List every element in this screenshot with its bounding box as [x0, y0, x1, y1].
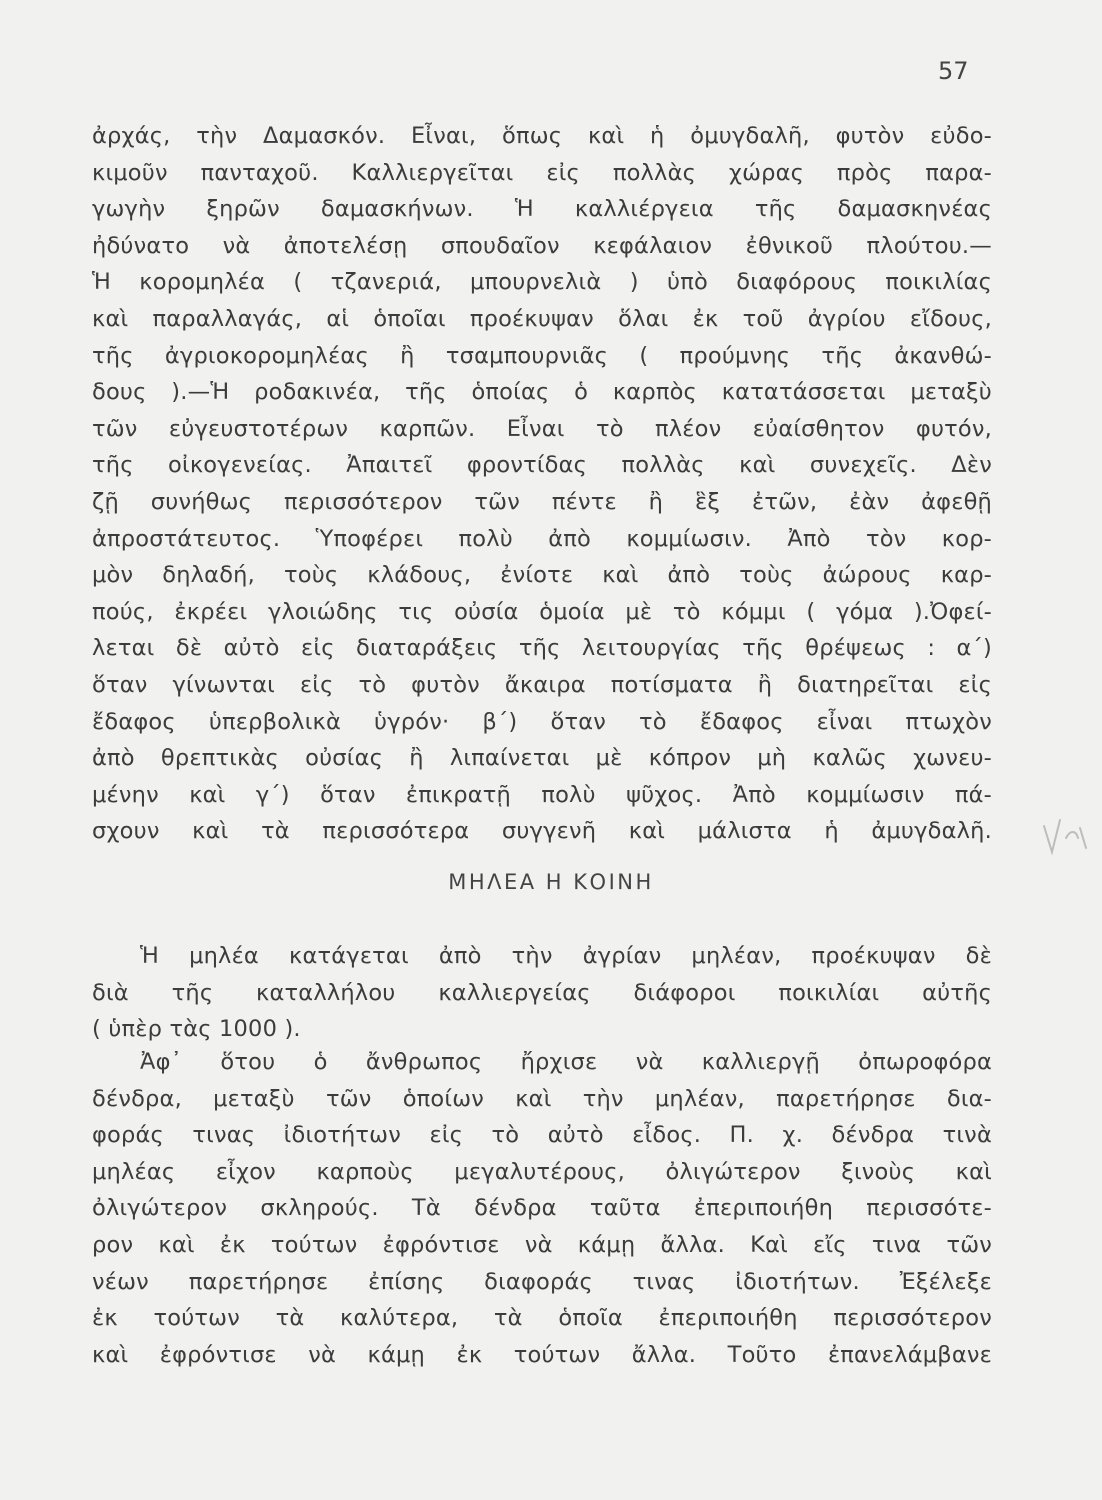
text-line: νέων παρετήρησε ἐπίσης διαφοράς τινας ἰδιοτήτων. Ἐξέλεξε [92, 1268, 992, 1295]
paragraph-1 [92, 118, 992, 850]
text-line: ρον καὶ ἐκ τούτων ἐφρόντισε νὰ κάμῃ ἄλλα. Καὶ εἴς τινα τῶν [92, 1231, 992, 1258]
text-line: μένην καὶ γ΄) ὅταν ἐπικρατῇ πολὺ ψῦχος. Ἀπὸ κομμίωσιν πά- [92, 781, 992, 808]
text-line: καὶ ἐφρόντισε νὰ κάμῃ ἐκ τούτων ἄλλα. Τοῦτο ἐπανελάμβανε [92, 1341, 992, 1368]
margin-pencil-mark [1040, 808, 1102, 868]
text-line: Ἡ κορομηλέα ( τζανεριά, μπουρνελιὰ ) ὑπὸ διαφόρους ποικιλίας [92, 269, 992, 296]
section-heading: ΜΗΛΕΑ Η ΚΟΙΝΗ [448, 870, 654, 894]
text-line: τῆς ἀγριοκορομηλέας ἢ τσαμπουρνιᾶς ( προύμνης τῆς ἀκανθώ- [92, 342, 992, 369]
text-line: τῶν εὐγευστοτέρων καρπῶν. Εἶναι τὸ πλέον εὐαίσθητον φυτόν, [92, 415, 992, 442]
text-line: μηλέας εἶχον καρποὺς μεγαλυτέρους, ὀλιγώτερον ξινοὺς καὶ [92, 1158, 992, 1185]
text-line: καὶ παραλλαγάς, αἱ ὁποῖαι προέκυψαν ὅλαι ἐκ τοῦ ἀγρίου εἴδους, [92, 305, 992, 332]
text-line: ( ὑπὲρ τὰς 1000 ). [92, 1016, 301, 1043]
text-line: γωγὴν ξηρῶν δαμασκήνων. Ἡ καλλιέργεια τῆς δαμασκηνέας [92, 196, 992, 223]
text-line: δένδρα, μεταξὺ τῶν ὁποίων καὶ τὴν μηλέαν, παρετήρησε δια- [92, 1085, 992, 1112]
text-line: τῆς οἰκογενείας. Ἀπαιτεῖ φροντίδας πολλὰς καὶ συνεχεῖς. Δὲν [92, 452, 992, 479]
text-line: ὀλιγώτερον σκληρούς. Τὰ δένδρα ταῦτα ἐπεριποιήθη περισσότε- [92, 1195, 992, 1222]
text-line: ἀρχάς, τὴν Δαμασκόν. Εἶναι, ὅπως καὶ ἡ ὀμυγδαλῆ, φυτὸν εὐδο- [92, 123, 992, 149]
text-line: ἀπὸ θρεπτικὰς οὐσίας ἢ λιπαίνεται μὲ κόπρον μὴ καλῶς χωνευ- [92, 745, 992, 772]
page-number: 57 [938, 57, 969, 85]
text-line: κιμοῦν πανταχοῦ. Καλλιεργεῖται εἰς πολλὰς χώρας πρὸς παρα- [92, 159, 992, 186]
paragraph-3 [92, 1044, 992, 1373]
text-line: μὸν δηλαδή, τοὺς κλάδους, ἐνίοτε καὶ ἀπὸ τοὺς ἀώρους καρ- [92, 562, 992, 589]
paragraph-2 [92, 938, 992, 1048]
text-line: δους ).—Ἡ ροδακινέα, τῆς ὁποίας ὁ καρπὸς κατατάσσεται μεταξὺ [92, 379, 992, 406]
text-line: ζῇ συνήθως περισσότερον τῶν πέντε ἢ ἓξ ἐτῶν, ἐὰν ἀφεθῇ [92, 488, 992, 515]
text-line: πούς, ἐκρέει γλοιώδης τις οὐσία ὁμοία μὲ τὸ κόμμι ( γόμα ).Ὀφεί- [92, 598, 992, 625]
text-line: ἐκ τούτων τὰ καλύτερα, τὰ ὁποῖα ἐπεριποιήθη περισσότερον [92, 1305, 992, 1332]
text-line: σχουν καὶ τὰ περισσότερα συγγενῆ καὶ μάλιστα ἡ ἀμυγδαλῆ. [92, 818, 992, 845]
text-line: φοράς τινας ἰδιοτήτων εἰς τὸ αὐτὸ εἶδος. Π. χ. δένδρα τινὰ [92, 1122, 992, 1149]
text-line: Ἡ μηλέα κατάγεται ἀπὸ τὴν ἀγρίαν μηλέαν, προέκυψαν δὲ [140, 943, 992, 969]
text-line: λεται δὲ αὐτὸ εἰς διαταράξεις τῆς λειτουργίας τῆς θρέψεως : α΄) [92, 635, 992, 662]
text-line: ἀπροστάτευτος. Ὑποφέρει πολὺ ἀπὸ κομμίωσιν. Ἀπὸ τὸν κορ- [92, 525, 992, 552]
text-line: ἔδαφος ὑπερβολικὰ ὑγρόν· β΄) ὅταν τὸ ἔδαφος εἶναι πτωχὸν [92, 708, 992, 735]
text-line: διὰ τῆς καταλλήλου καλλιεργείας διάφοροι ποικιλίαι αὐτῆς [92, 979, 992, 1006]
text-line: ὅταν γίνωνται εἰς τὸ φυτὸν ἄκαιρα ποτίσματα ἢ διατηρεῖται εἰς [92, 671, 992, 698]
text-line: Ἀφ᾽ ὅτου ὁ ἄνθρωπος ἤρχισε νὰ καλλιεργῇ ὀπωροφόρα [140, 1049, 992, 1075]
text-line: ἠδύνατο νὰ ἀποτελέσῃ σπουδαῖον κεφάλαιον ἐθνικοῦ πλούτου.— [92, 232, 992, 259]
